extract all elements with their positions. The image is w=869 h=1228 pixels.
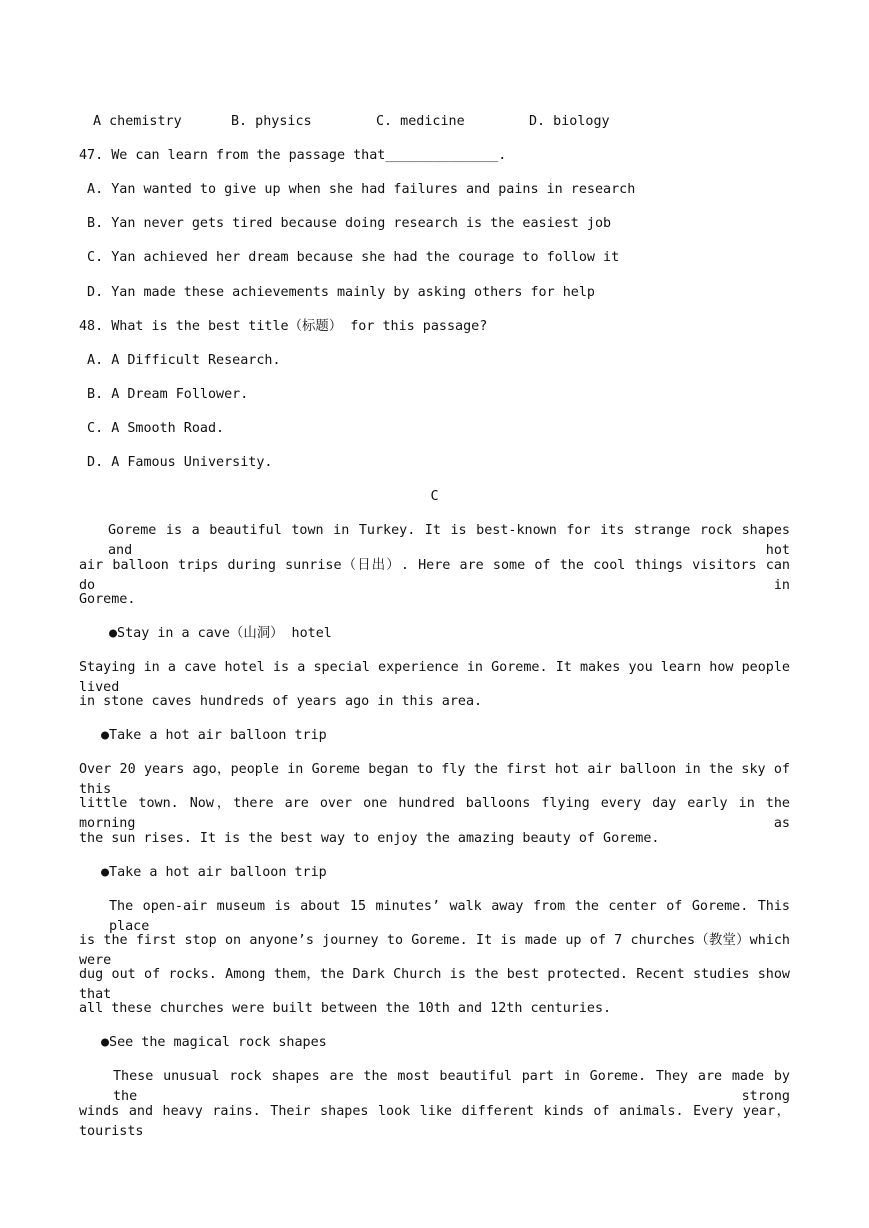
q48-stem: 48. What is the best title（标题） for this passage?: [79, 319, 488, 334]
passage-line: dug out of rocks. Among them，the Dark Church is the best protected. Recent studies show that: [79, 967, 790, 1002]
passage-c-heading: C: [430, 489, 439, 504]
passage-line: the sun rises. It is the best way to enjoy the amazing beauty of Goreme.: [79, 831, 660, 846]
section-heading-cave-hotel: ●Stay in a cave（山洞） hotel: [109, 626, 332, 641]
section-heading-balloon-trip-2: ●Take a hot air balloon trip: [101, 865, 327, 880]
passage-line: The open-air museum is about 15 minutes’ walk away from the center of Goreme. This place: [109, 899, 790, 934]
section-heading-rock-shapes: ●See the magical rock shapes: [101, 1035, 327, 1050]
q48-option-b: B. A Dream Follower.: [79, 387, 249, 402]
passage-line: all these churches were built between the 10th and 12th centuries.: [79, 1001, 612, 1016]
passage-line: These unusual rock shapes are the most beautiful part in Goreme. They are made by the strong: [113, 1069, 790, 1104]
q47-option-b: B. Yan never gets tired because doing research is the easiest job: [79, 216, 612, 231]
q46-option-b: B. physics: [231, 114, 312, 129]
section-heading-balloon-trip: ●Take a hot air balloon trip: [101, 728, 327, 743]
q46-options-row: [79, 112, 790, 132]
q47-option-a: A. Yan wanted to give up when she had failures and pains in research: [79, 182, 636, 197]
passage-line: little town. Now，there are over one hundred balloons flying every day early in the morning as: [79, 796, 790, 831]
passage-line: Over 20 years ago，people in Goreme began to fly the first hot air balloon in the sky of this: [79, 762, 790, 797]
q47-option-c: C. Yan achieved her dream because she had the courage to follow it: [79, 250, 620, 265]
passage-line: Goreme.: [79, 592, 136, 607]
passage-line: in stone caves hundreds of years ago in this area.: [79, 694, 483, 709]
q48-option-d: D. A Famous University.: [79, 455, 273, 470]
q46-option-c: C. medicine: [376, 114, 465, 129]
q48-option-a: A. A Difficult Research.: [79, 353, 281, 368]
q48-option-c: C. A Smooth Road.: [79, 421, 225, 436]
passage-line: is the first stop on anyone’s journey to Goreme. It is made up of 7 churches（教堂）which were: [79, 933, 790, 968]
q47-option-d: D. Yan made these achievements mainly by asking others for help: [79, 285, 595, 300]
passage-line: winds and heavy rains. Their shapes look like different kinds of animals. Every year，tourists: [79, 1104, 790, 1139]
q46-option-d: D. biology: [529, 114, 610, 129]
q46-option-a: A chemistry: [93, 114, 182, 129]
passage-line: Goreme is a beautiful town in Turkey. It is best-known for its strange rock shapes and hot: [108, 523, 790, 558]
passage-line: air balloon trips during sunrise（日出）. Here are some of the cool things visitors can do in: [79, 558, 790, 593]
passage-line: Staying in a cave hotel is a special experience in Goreme. It makes you learn how people lived: [79, 660, 790, 695]
q47-stem: 47. We can learn from the passage that______________.: [79, 148, 507, 163]
